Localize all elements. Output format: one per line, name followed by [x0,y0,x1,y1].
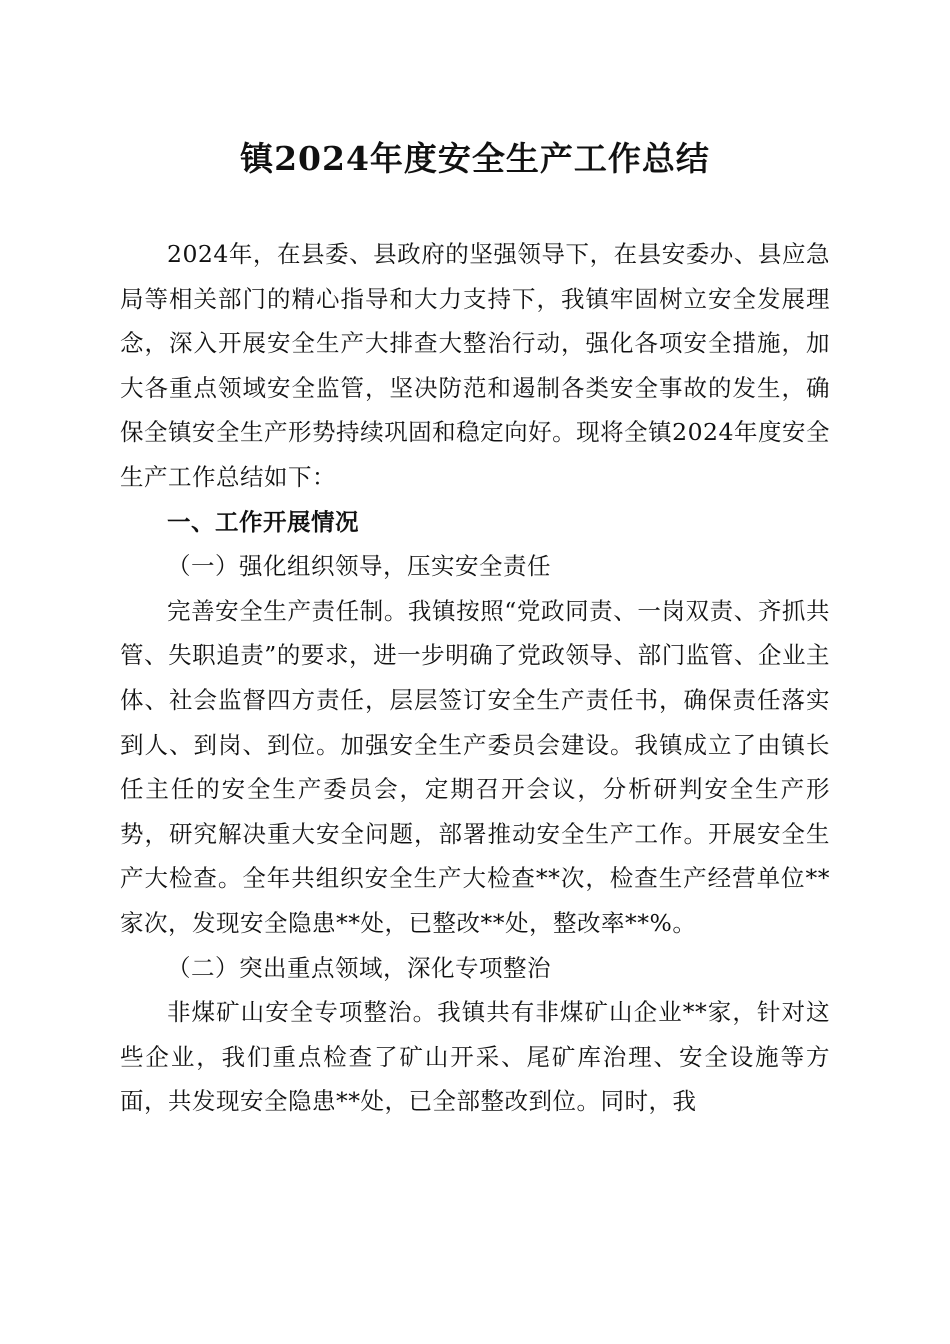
subsection-heading-2: （二）突出重点领域，深化专项整治 [167,953,551,982]
document-body [120,232,830,1124]
intro-paragraph: 2024年，在县委、县政府的坚强领导下，在县安委办、县应急局等相关部门的精心指导和大力支持下，我镇牢固树立安全发展理念，深入开展安全生产大排查大整治行动，强化各项安全措施，加大各重点领域安全监管，坚决防范和遏制各类安全事故的发生，确保全镇安全生产形势持续巩固和稳定向好。现将全镇2024年度安全生产工作总结如下： [120,240,830,491]
section-heading-work-progress: 一、工作开展情况 [167,507,359,536]
document-title: 镇2024年度安全生产工作总结 [240,139,710,178]
subsection-1-paragraph: 完善安全生产责任制。我镇按照“党政同责、一岗双责、齐抓共管、失职追责”的要求，进一步明确了党政领导、部门监管、企业主体、社会监督四方责任，层层签订安全生产责任书，确保责任落实到人、到岗、到位。加强安全生产委员会建设。我镇成立了由镇长任主任的安全生产委员会，定期召开会议，分析研判安全生产形势，研究解决重大安全问题，部署推动安全生产工作。开展安全生产大检查。全年共组织安全生产大检查**次，检查生产经营单位**家次，发现安全隐患**处，已整改**处，整改率**%。 [120,596,830,937]
subsection-2-paragraph: 非煤矿山安全专项整治。我镇共有非煤矿山企业**家，针对这些企业，我们重点检查了矿山开采、尾矿库治理、安全设施等方面，共发现安全隐患**处，已全部整改到位。同时，我 [120,998,830,1116]
subsection-heading-1: （一）强化组织领导，压实安全责任 [167,552,551,581]
